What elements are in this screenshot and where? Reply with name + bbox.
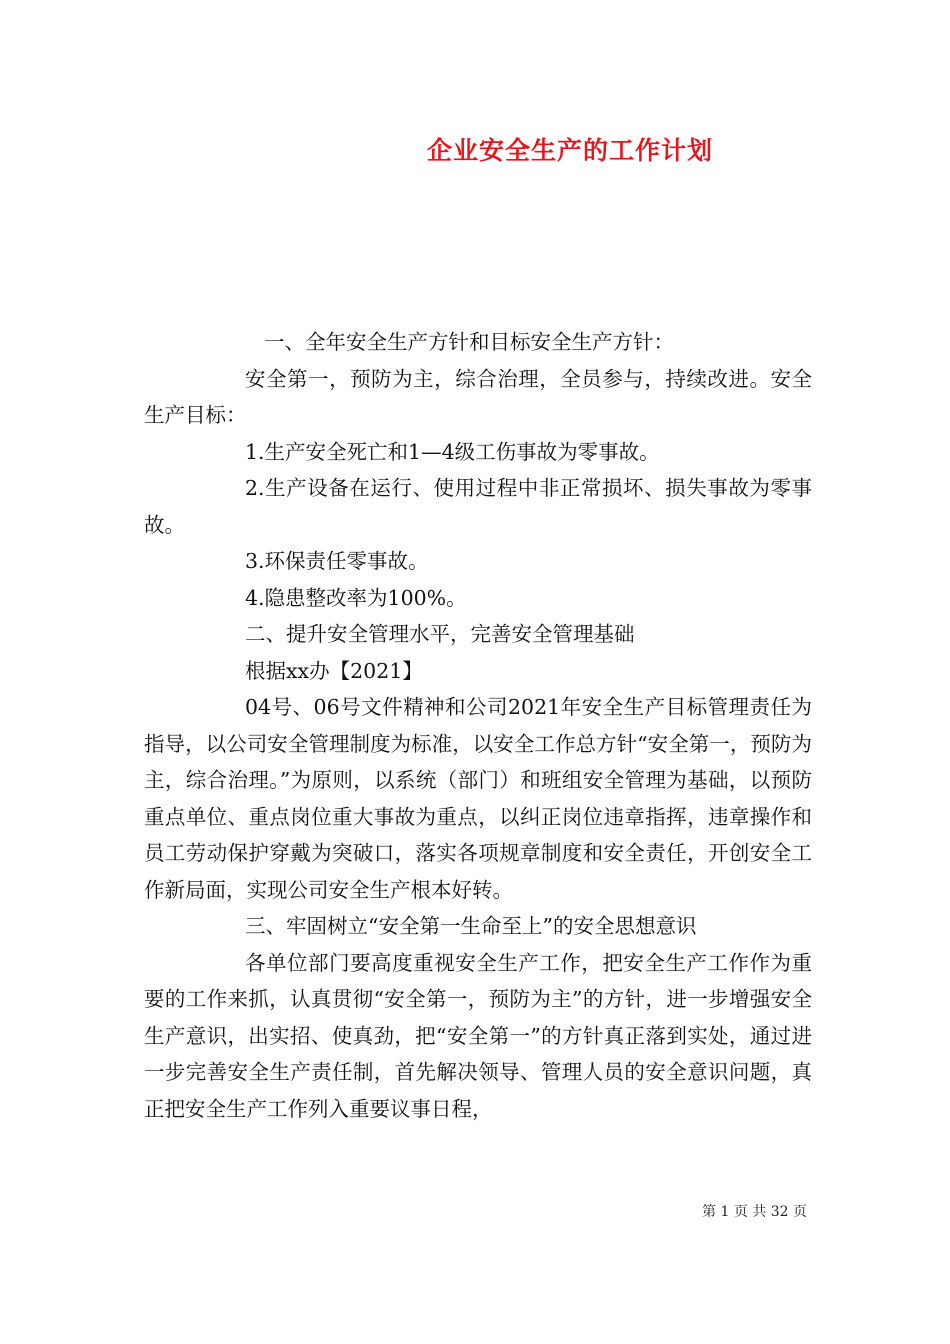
page-number: 第 1 页 共 32 页 [702, 1204, 807, 1220]
list-item-goal-4: 4.隐患整改率为100%。 [245, 585, 467, 610]
list-item-goal-1: 1.生产安全死亡和1—4级工伤事故为零事故。 [245, 439, 660, 464]
page-title: 企业安全生产的工作计划 [426, 136, 713, 165]
list-item-goal-2: 2.生产设备在运行、使用过程中非正常损坏、损失事故为零事故。 [144, 476, 812, 537]
paragraph-guidance: 04号、06号文件精神和公司2021年安全生产目标管理责任为指导，以公司安全管理制度为标准，以安全工作总方针“安全第一，预防为主，综合治理。”为原则，以系统（部门）和班组安全管理为基础，以预防重点单位、重点岗位重大事故为重点，以纠正岗位违章指挥，违章操作和员工劳动保护穿戴为突破口，落实各项规章制度和安全责任，开创安全工作新局面，实现公司安全生产根本好转。 [144, 695, 812, 902]
section-heading-1: 一、全年安全生产方针和目标安全生产方针： [264, 330, 674, 354]
section-heading-2: 二、提升安全管理水平，完善安全管理基础 [245, 622, 635, 646]
list-item-goal-3: 3.环保责任零事故。 [245, 549, 429, 573]
paragraph-reference: 根据xx办【2021】 [245, 658, 423, 683]
document-body [144, 324, 812, 1127]
paragraph-awareness: 各单位部门要高度重视安全生产工作，把安全生产工作作为重要的工作来抓，认真贯彻“安全第一，预防为主”的方针，进一步增强安全生产意识，出实招、使真劲，把“安全第一”的方针真正落到实处，通过进一步完善安全生产责任制，首先解决领导、管理人员的安全意识问题，真正把安全生产工作列入重要议事日程， [144, 950, 812, 1121]
paragraph-policy: 安全第一，预防为主，综合治理，全员参与，持续改进。安全生产目标： [144, 366, 812, 427]
section-heading-3: 三、牢固树立“安全第一生命至上”的安全思想意识 [245, 914, 697, 938]
